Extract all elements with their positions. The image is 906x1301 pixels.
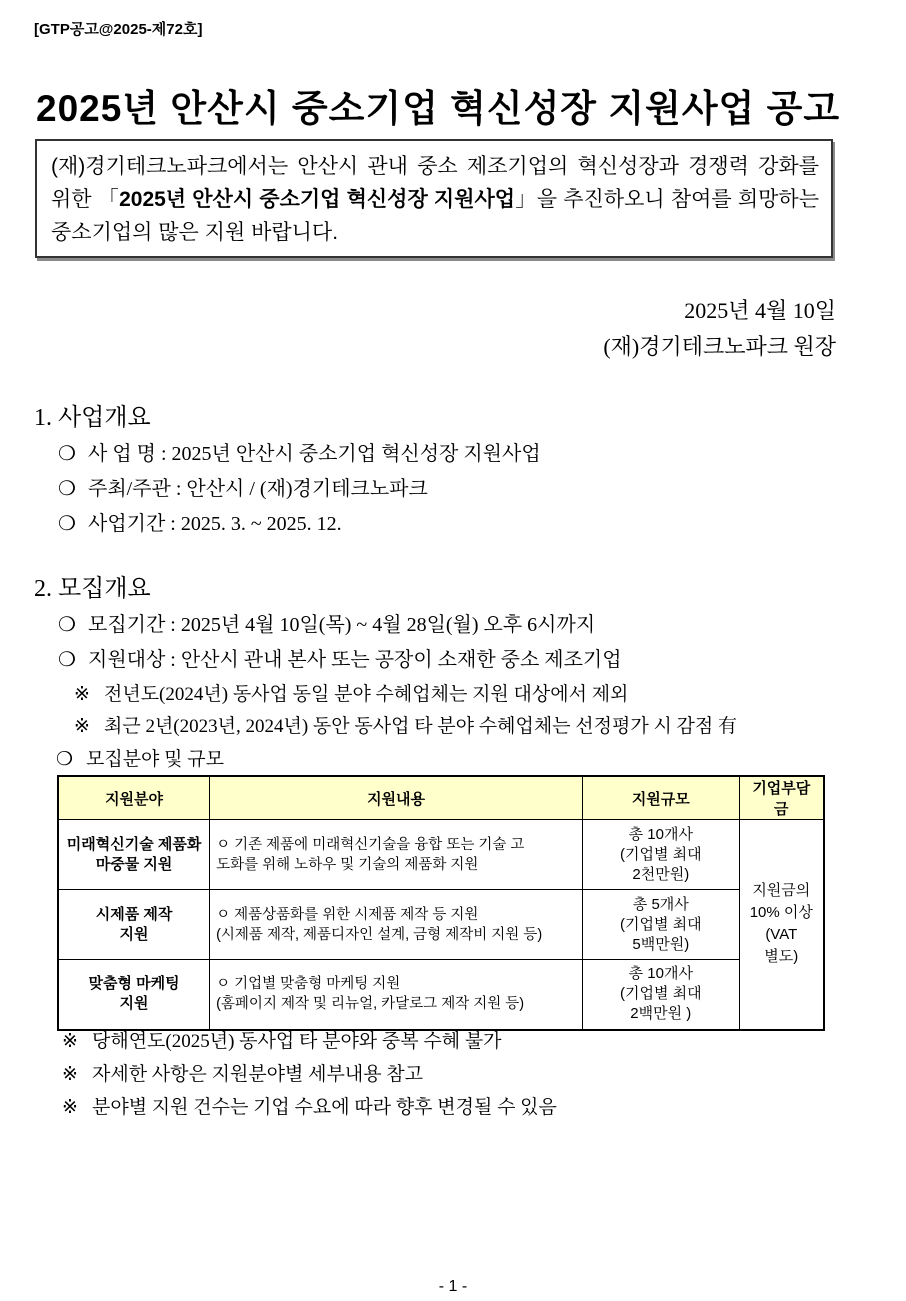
header-scale: 지원규모 xyxy=(583,776,740,820)
section2-item-scale xyxy=(56,744,224,771)
scale-line: 5백만원) xyxy=(632,935,690,953)
footnote-text: 분야별 지원 건수는 기업 수요에 따라 향후 변경될 수 있음 xyxy=(92,1097,557,1118)
footnote-changes xyxy=(62,1092,557,1119)
burden-line: 10% 이상 xyxy=(749,904,813,922)
content-cell xyxy=(210,960,583,1030)
field-line: 지원 xyxy=(119,995,149,1013)
section1-title: 1. 사업개요 xyxy=(34,405,151,431)
field-cell xyxy=(58,960,210,1030)
footnote-details xyxy=(62,1059,423,1086)
content-line: 도화를 위해 노하우 및 기술의 제품화 지원 xyxy=(216,856,479,873)
eligibility-note-exclusion xyxy=(74,679,628,706)
item-text: 주최/주관 : 안산시 / (재)경기테크노파크 xyxy=(88,478,428,500)
burden-cell xyxy=(739,820,824,1030)
issuer: (재)경기테크노파크 원장 xyxy=(603,334,836,359)
reference-mark-icon: ※ xyxy=(62,1097,78,1118)
section1-item-program-name xyxy=(58,437,541,466)
header-field: 지원분야 xyxy=(58,776,210,820)
scale-line: 총 5개사 xyxy=(632,895,689,913)
item-text: 지원대상 : 안산시 관내 본사 또는 공장이 소재한 중소 제조기업 xyxy=(88,649,622,671)
footnote-duplicate xyxy=(62,1026,502,1053)
intro-text-end: 」을 추진하오니 참여를 희망하는 중소기업의 많은 지원 바랍니다. xyxy=(51,188,819,244)
circle-bullet-icon: ❍ xyxy=(58,614,76,636)
circle-bullet-icon: ❍ xyxy=(58,649,76,671)
content-cell xyxy=(210,890,583,960)
content-line: ㅇ 기업별 맞춤형 마케팅 지원 xyxy=(216,976,401,993)
content-line: (홈페이지 제작 및 리뉴얼, 카달로그 제작 지원 등) xyxy=(216,996,525,1013)
circle-bullet-icon: ❍ xyxy=(56,749,74,770)
field-line: 미래혁신기술 제품화 xyxy=(66,835,202,853)
content-line: (시제품 제작, 제품디자인 설계, 금형 제작비 지원 등) xyxy=(216,926,543,943)
table-row xyxy=(58,960,824,1030)
section2-item-recruit-period xyxy=(58,608,595,637)
burden-line: 별도) xyxy=(764,948,799,966)
footnote-text: 자세한 사항은 지원분야별 세부내용 참고 xyxy=(92,1064,424,1085)
intro-box xyxy=(35,139,833,258)
section2-title: 2. 모집개요 xyxy=(34,576,151,602)
circle-bullet-icon: ❍ xyxy=(58,478,76,500)
content-line: ㅇ 제품상품화를 위한 시제품 제작 등 지원 xyxy=(216,906,479,923)
intro-program-name: 2025년 안산시 중소기업 혁신성장 지원사업 xyxy=(119,188,516,211)
reference-mark-icon: ※ xyxy=(74,684,90,705)
table-row xyxy=(58,890,824,960)
support-table xyxy=(57,775,825,1031)
table-header-row xyxy=(58,776,824,820)
scale-line: (기업별 최대 xyxy=(619,915,702,933)
reference-mark-icon: ※ xyxy=(62,1031,78,1052)
scale-line: (기업별 최대 xyxy=(619,845,702,863)
circle-bullet-icon: ❍ xyxy=(58,513,76,535)
scale-line: 총 10개사 xyxy=(628,965,693,983)
item-text: 모집기간 : 2025년 4월 10일(목) ~ 4월 28일(월) 오후 6시까지 xyxy=(88,614,596,636)
scale-cell xyxy=(583,890,740,960)
field-line: 시제품 제작 xyxy=(95,905,173,923)
field-cell xyxy=(58,820,210,890)
field-line: 맞춤형 마케팅 xyxy=(88,975,180,993)
footnote-text: 당해연도(2025년) 동사업 타 분야와 중복 수혜 불가 xyxy=(92,1031,502,1052)
scale-line: 2백만원 ) xyxy=(630,1005,692,1023)
page-number: - 1 - xyxy=(438,1278,468,1295)
section1-item-period xyxy=(58,507,342,536)
item-text: 사업기간 : 2025. 3. ~ 2025. 12. xyxy=(88,513,342,535)
reference-mark-icon: ※ xyxy=(74,716,90,737)
eligibility-note-penalty xyxy=(74,711,737,738)
header-burden: 기업부담금 xyxy=(739,776,824,820)
scale-line: (기업별 최대 xyxy=(619,985,702,1003)
page-title: 2025년 안산시 중소기업 혁신성장 지원사업 공고 xyxy=(36,88,841,129)
note-text: 최근 2년(2023년, 2024년) 동안 동사업 타 분야 수혜업체는 선정평가 시 감점 有 xyxy=(104,716,738,737)
circle-bullet-icon: ❍ xyxy=(58,443,76,465)
scale-cell xyxy=(583,820,740,890)
item-text: 사 업 명 : 2025년 안산시 중소기업 혁신성장 지원사업 xyxy=(88,443,541,465)
content-line: ㅇ 기존 제품에 미래혁신기술을 융합 또는 기술 고 xyxy=(216,836,525,853)
scale-cell xyxy=(583,960,740,1030)
section1-item-organizer xyxy=(58,472,428,501)
burden-line: 지원금의 xyxy=(752,882,811,900)
intro-text-start: (재)경기테크노파크에서는 안산시 관내 중소 제조기업의 혁신성장과 경쟁력 강화를 위한 「 xyxy=(51,155,819,211)
note-text: 전년도(2024년) 동사업 동일 분야 수혜업체는 지원 대상에서 제외 xyxy=(104,684,629,705)
table-row xyxy=(58,820,824,890)
document-number: [GTP공고@2025-제72호] xyxy=(34,21,203,38)
scale-line: 총 10개사 xyxy=(628,825,693,843)
scale-line: 2천만원) xyxy=(632,865,690,883)
field-line: 지원 xyxy=(119,925,149,943)
header-content: 지원내용 xyxy=(210,776,583,820)
field-line: 마중물 지원 xyxy=(95,855,173,873)
content-cell xyxy=(210,820,583,890)
item-text: 모집분야 및 규모 xyxy=(86,749,224,770)
field-cell xyxy=(58,890,210,960)
section2-item-eligibility xyxy=(58,643,622,672)
issue-date: 2025년 4월 10일 xyxy=(684,298,836,323)
burden-line: (VAT xyxy=(765,926,798,944)
reference-mark-icon: ※ xyxy=(62,1064,78,1085)
